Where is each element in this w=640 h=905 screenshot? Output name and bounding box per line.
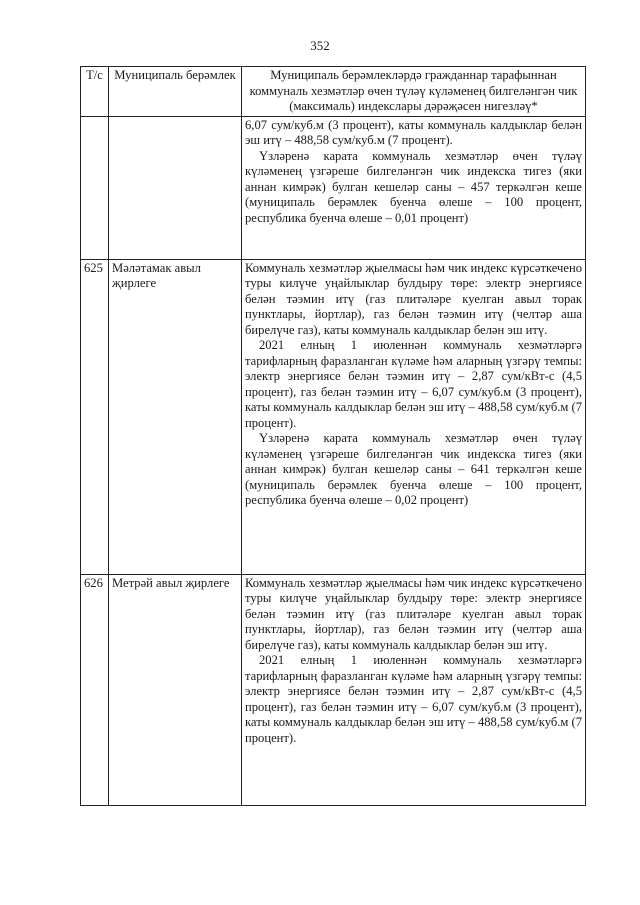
header-number: Т/с <box>81 67 109 117</box>
row-municipality: Метрәй авыл җирлеге <box>109 574 242 805</box>
row-paragraph: 2021 елның 1 июленнән коммуналь хезмәтләргә тарифларның фаразланган күләме һәм аларның үзгәрү темпы: электр энергиясе белән тәэмин итү – 2,87 сум/кВт-с (4,5 процент), газ белән тәэмин итү – 6,07 сум/куб.м (3 процент), каты коммуналь калдыклар белән эш итү – 488,58 сум/куб.м (7 процент). <box>245 653 582 745</box>
row-paragraph: 2021 елның 1 июленнән коммуналь хезмәтләргә тарифларның фаразланган күләме һәм аларның үзгәрү темпы: электр энергиясе белән тәэмин итү – 2,87 сум/кВт-с (4,5 процент), газ белән тәэмин итү – 6,07 сум/куб.м (3 процент), каты коммуналь калдыклар белән эш итү – 488,58 сум/куб.м (7 процент). <box>245 338 582 430</box>
table-row <box>81 259 586 574</box>
row-municipality <box>109 116 242 259</box>
table-row <box>81 574 586 805</box>
table-header-row <box>81 67 586 117</box>
row-municipality: Мәләтамак авыл җирлеге <box>109 259 242 574</box>
row-number: 625 <box>81 259 109 574</box>
row-number <box>81 116 109 259</box>
row-description <box>242 574 586 805</box>
row-paragraph: Коммуналь хезмәтләр җыелмасы һәм чик индекс күрсәткечено туры килүче уңайлыклар булдыру төре: электр энергиясе белән тәэмин итү (газ плитәләре куелган авыл торак пунктлары, йортлар), газ белән тәэмин итү (челтәр аша бирелүче газ), каты коммуналь калдыклар белән эш итү. <box>245 260 582 337</box>
tariff-table <box>80 66 586 806</box>
row-number: 626 <box>81 574 109 805</box>
page-number: 352 <box>310 38 330 53</box>
row-paragraph: Коммуналь хезмәтләр җыелмасы һәм чик индекс күрсәткечено туры килүче уңайлыклар булдыру төре: электр энергиясе белән тәэмин итү (газ плитәләре куелган авыл торак пунктлары, йортлар), газ белән тәэмин итү (челтәр аша бирелүче газ), каты коммуналь калдыклар белән эш итү. <box>245 575 582 652</box>
row-description <box>242 116 586 259</box>
row-paragraph: Үзләренә карата коммуналь хезмәтләр өчен түләү күләменең үзгәреше билгеләнгән чик индекска тигез (яки аннан кимрәк) булган кешеләр саны – 641 теркәлгән кеше (муниципаль берәмлек буенча өлеше – 100 процент, республика буенча өлеше – 0,02 процент) <box>245 431 582 507</box>
row-paragraph: Үзләренә карата коммуналь хезмәтләр өчен түләү күләменең үзгәреше билгеләнгән чик индекска тигез (яки аннан кимрәк) булган кешеләр саны – 457 теркәлгән кеше (муниципаль берәмлек буенча өлеше – 100 процент, республика буенча өлеше – 0,01 процент) <box>245 148 582 225</box>
header-description: Муниципаль берәмлекләрдә гражданнар тарафыннан коммуналь хезмәтләр өчен түләү күләменең билгеләнгән чик (максималь) индекслары дәрәҗәсен нигезләү* <box>242 67 586 117</box>
row-description <box>242 259 586 574</box>
table-row <box>81 116 586 259</box>
row-paragraph: 6,07 сум/куб.м (3 процент), каты коммуналь калдыклар белән эш итү – 488,58 сум/куб.м (7 процент). <box>245 117 582 147</box>
header-municipality: Муниципаль берәмлек <box>109 67 242 117</box>
